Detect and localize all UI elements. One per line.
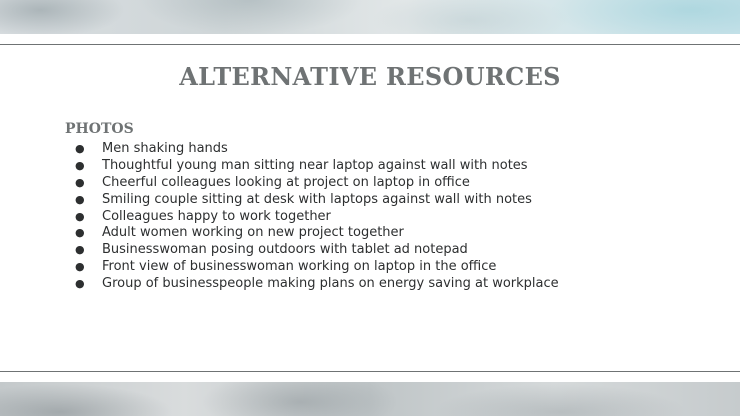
list-item [65,242,559,259]
list-item [65,192,559,209]
bullet-icon: ● [75,142,85,155]
list-item-text: Thoughtful young man sitting near laptop against wall with notes [102,157,528,173]
list-item [65,158,559,175]
bullet-icon: ● [75,277,85,291]
list-item-text: Adult women working on new project together [102,225,404,241]
bullet-icon: ● [75,226,85,240]
list-item-text: Businesswoman posing outdoors with tablet ad notepad [102,242,468,258]
list-item-text: Men shaking hands [102,141,228,156]
decorative-bottom-band [0,382,740,416]
list-item [65,276,559,293]
slide-title: ALTERNATIVE RESOURCES [179,62,561,91]
list-item-text: Cheerful colleagues looking at project on laptop in office [102,174,470,190]
list-item [65,175,559,192]
list-item-text: Front view of businesswoman working on laptop in the office [102,259,497,275]
list-item [65,225,559,242]
list-item [65,141,559,158]
bullet-icon: ● [75,158,85,172]
list-item [65,209,559,226]
section-heading-photos: PHOTOS [65,121,134,137]
photo-resource-list [65,141,559,293]
bullet-icon: ● [75,260,85,274]
list-item [65,259,559,276]
bullet-icon: ● [75,192,85,206]
list-item-text: Group of businesspeople making plans on energy saving at workplace [102,276,559,292]
list-item-text: Smiling couple sitting at desk with laptops against wall with notes [102,191,532,207]
bullet-icon: ● [75,175,85,189]
bullet-icon: ● [75,243,85,257]
bullet-icon: ● [75,209,85,223]
decorative-top-band [0,0,740,34]
list-item-text: Colleagues happy to work together [102,208,331,224]
